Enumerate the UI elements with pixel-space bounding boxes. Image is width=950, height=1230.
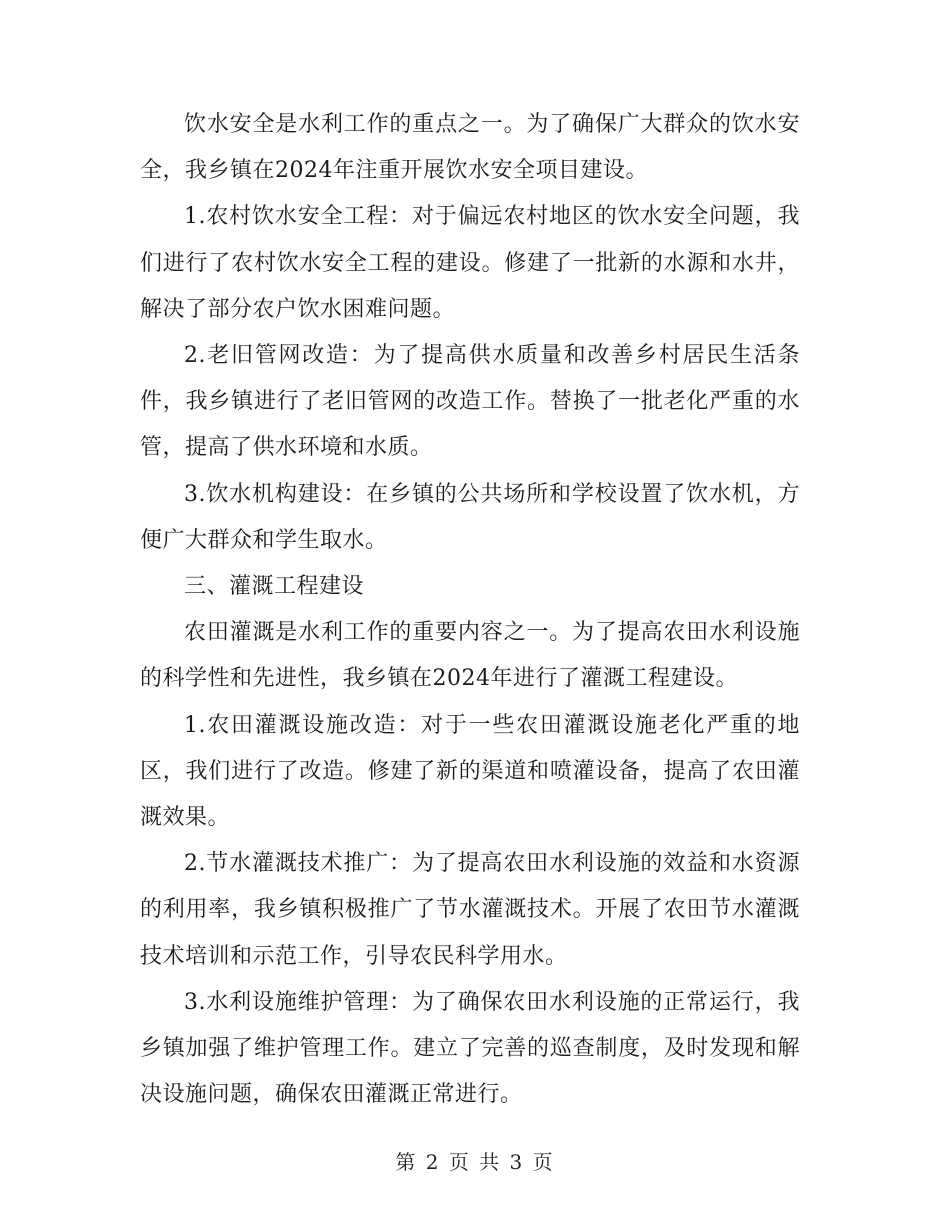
list-item-irrigation-renovation: 1.农田灌溉设施改造：对于一些农田灌溉设施老化严重的地区，我们进行了改造。修建了新的渠道和喷灌设备，提高了农田灌溉效果。 <box>140 712 800 831</box>
irrigation-intro-paragraph: 农田灌溉是水利工作的重要内容之一。为了提高农田水利设施的科学性和先进性，我乡镇在2024年进行了灌溉工程建设。 <box>140 620 800 692</box>
document-body <box>140 102 800 1118</box>
intro-paragraph: 饮水安全是水利工作的重点之一。为了确保广大群众的饮水安全，我乡镇在2024年注重开展饮水安全项目建设。 <box>140 112 800 184</box>
list-item-water-saving-promotion: 2.节水灌溉技术推广：为了提高农田水利设施的效益和水资源的利用率，我乡镇积极推广了节水灌溉技术。开展了农田节水灌溉技术培训和示范工作，引导农民科学用水。 <box>140 851 800 969</box>
page-number-footer: 第 2 页 共 3 页 <box>395 1150 555 1174</box>
section-heading-irrigation: 三、灌溉工程建设 <box>184 574 365 600</box>
list-item-rural-water-project: 1.农村饮水安全工程：对于偏远农村地区的饮水安全问题，我们进行了农村饮水安全工程的建设。修建了一批新的水源和水井，解决了部分农户饮水困难问题。 <box>140 204 800 322</box>
list-item-pipe-network-renovation: 2.老旧管网改造：为了提高供水质量和改善乡村居民生活条件，我乡镇进行了老旧管网的改造工作。替换了一批老化严重的水管，提高了供水环境和水质。 <box>140 343 800 461</box>
list-item-water-dispenser-facilities: 3.饮水机构建设：在乡镇的公共场所和学校设置了饮水机，方便广大群众和学生取水。 <box>140 481 800 553</box>
list-item-facility-maintenance: 3.水利设施维护管理：为了确保农田水利设施的正常运行，我乡镇加强了维护管理工作。建立了完善的巡查制度，及时发现和解决设施问题，确保农田灌溉正常进行。 <box>140 989 800 1108</box>
